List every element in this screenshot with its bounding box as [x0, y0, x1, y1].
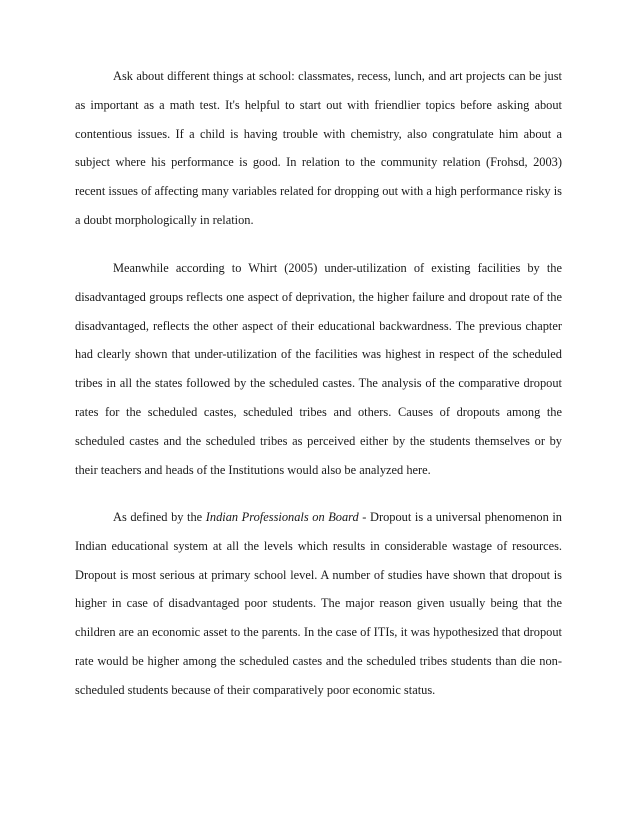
paragraph-dropout-definition: [75, 503, 562, 705]
source-title-italic: Indian Professionals on Board: [205, 510, 359, 524]
paragraph-rest-text: - Dropout is a universal phenomenon in Indian educational system at all the levels which results in considerable wastage of resources. Dropout is most serious at primary school level. A number of studies have shown that dropout is higher in case of disadvantaged poor students. The major reason given usually being that the children are an economic asset to the parents. In the case of ITIs, it was hypothesized that dropout rate would be higher among the scheduled castes and the scheduled tribes students than die non-scheduled students because of their comparatively poor economic status.: [75, 510, 562, 697]
paragraph-underutilization: Meanwhile according to Whirt (2005) under-utilization of existing facilities by the disadvantaged groups reflects one aspect of deprivation, the higher failure and dropout rate of the disadvantaged, reflects the other aspect of their educational backwardness. The previous chapter had clearly shown that under-utilization of the facilities was highest in respect of the scheduled tribes in all the states followed by the scheduled castes. The analysis of the comparative dropout rates for the scheduled castes, scheduled tribes and others. Causes of dropouts among the scheduled castes and the scheduled tribes as perceived either by the students themselves or by their teachers and heads of the Institutions would also be analyzed here.: [75, 261, 562, 477]
paragraph-lead-text: As defined by the: [113, 510, 206, 524]
paragraph-school-topics: Ask about different things at school: classmates, recess, lunch, and art projects can be just as important as a math test. It's helpful to start out with friendlier topics before asking about contentious issues. If a child is having trouble with chemistry, also congratulate him about a subject where his performance is good. In relation to the community relation (Frohsd, 2003) recent issues of affecting many variables related for dropping out with a high performance risky is a doubt morphologically in relation.: [75, 69, 562, 227]
